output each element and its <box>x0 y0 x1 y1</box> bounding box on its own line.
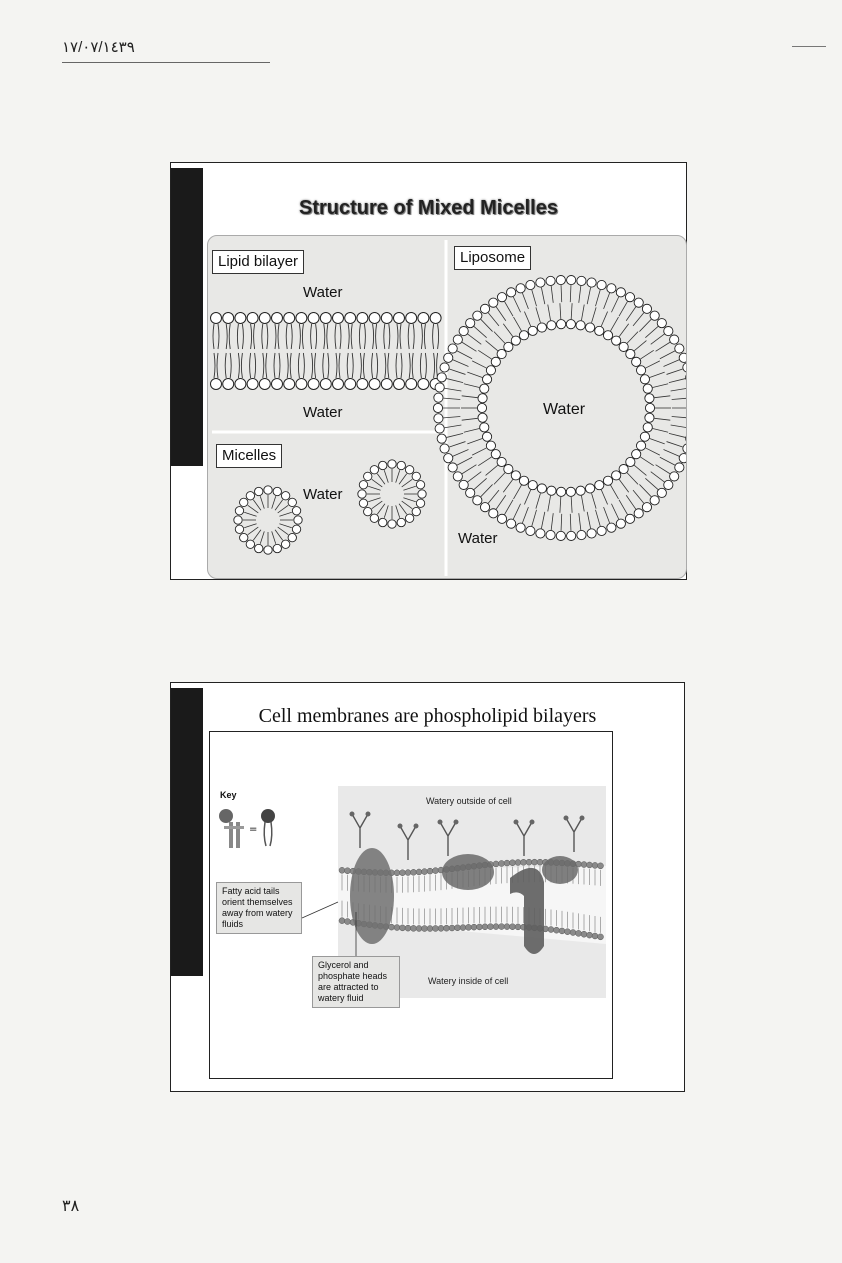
header-date: ١٧/٠٧/١٤٣٩ <box>62 39 135 56</box>
slide-title: Structure of Mixed Micelles <box>299 197 558 219</box>
liposome-label: Liposome <box>454 246 531 270</box>
lipid-bilayer-label: Lipid bilayer <box>212 250 304 274</box>
page-number: ٣٨ <box>62 1198 80 1215</box>
right-margin-mark <box>792 46 826 47</box>
liposome-water-inside: Water <box>543 401 586 418</box>
micelles-label: Micelles <box>216 444 282 468</box>
phospholipid-key-icon <box>216 804 286 854</box>
inside-cell-label: Watery inside of cell <box>428 976 509 986</box>
diagram-panel <box>207 235 687 579</box>
header-rule <box>62 62 270 63</box>
outside-cell-label: Watery outside of cell <box>426 796 512 806</box>
bilayer-water-top: Water <box>303 284 343 301</box>
membrane-figure-frame <box>209 731 613 1079</box>
micelle-right-graphic <box>358 460 426 528</box>
slide-mixed-micelles <box>170 162 687 580</box>
glycerol-phosphate-note: Glycerol and phosphate heads are attracted to watery fluid <box>312 956 400 1008</box>
bilayer-water-bottom: Water <box>303 404 343 421</box>
slide-side-bar <box>171 688 203 976</box>
slide-cell-membranes <box>170 682 685 1092</box>
slide-title: Cell membranes are phospholipid bilayers <box>258 705 597 727</box>
fatty-acid-note: Fatty acid tails orient themselves away from watery fluids <box>216 882 302 934</box>
liposome-water-outside: Water <box>458 530 498 547</box>
micelle-small-graphic <box>234 486 302 554</box>
key-label: Key <box>220 790 237 800</box>
svg-text:=: = <box>249 824 258 835</box>
lipid-bilayer-graphic <box>211 313 442 390</box>
micelle-diagram <box>208 236 686 578</box>
micelles-water: Water <box>303 486 343 503</box>
